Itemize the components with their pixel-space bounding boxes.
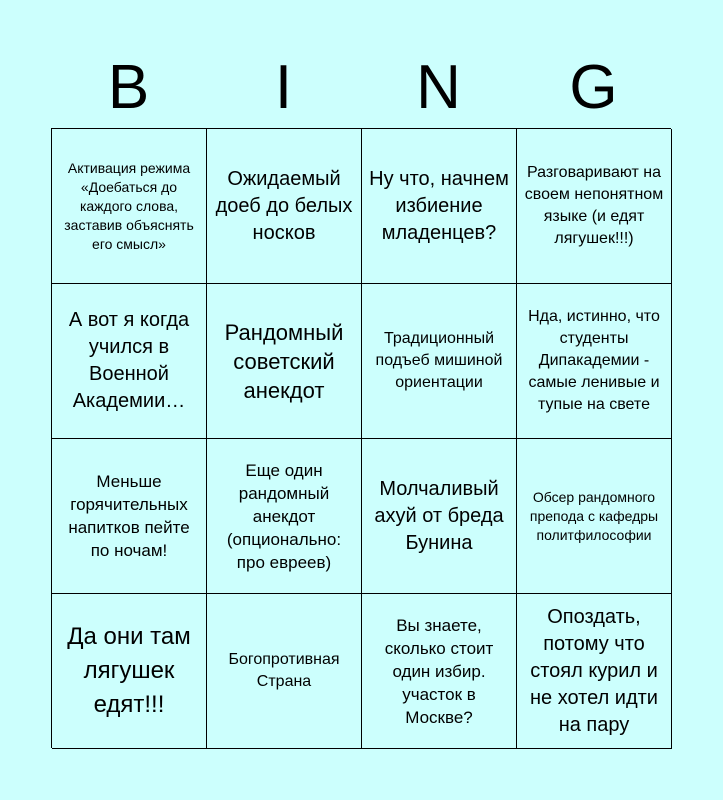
cell-text: Опоздать, потому что стоял курил и не хотел идти на пару <box>530 605 658 736</box>
cell-text: Богопротивная Страна <box>228 651 340 690</box>
bingo-cell-15[interactable] <box>362 594 517 749</box>
header-letter-i: I <box>274 53 293 122</box>
cell-text: Меньше горячительных напитков пейте по ночам! <box>68 472 190 560</box>
header-letter-n: N <box>416 53 461 122</box>
cell-text: А вот я когда учился в Военной Академии… <box>68 309 190 412</box>
bingo-cell-5[interactable] <box>52 284 207 439</box>
bingo-cell-2[interactable] <box>207 129 362 284</box>
bingo-cell-8[interactable] <box>517 284 672 439</box>
header-letter-g: G <box>569 53 618 122</box>
bingo-cell-12[interactable] <box>517 439 672 594</box>
cell-text: Активация режима «Доебаться до каждого слова, заставив объяснять его смысл» <box>64 159 194 252</box>
bingo-cell-7[interactable] <box>362 284 517 439</box>
bingo-cell-4[interactable] <box>517 129 672 284</box>
bingo-cell-14[interactable] <box>207 594 362 749</box>
cell-text: Ожидаемый доеб до белых носков <box>215 167 353 244</box>
cell-text: Вы знаете, сколько стоит один избир. участок в Москве? <box>384 615 494 727</box>
bingo-cell-10[interactable] <box>207 439 362 594</box>
cell-text: Рандомный советский анекдот <box>224 319 344 403</box>
bingo-cell-1[interactable] <box>52 129 207 284</box>
bingo-cell-3[interactable] <box>362 129 517 284</box>
cell-text: Нда, истинно, что студенты Дипакадемии - самые ленивые и тупые на свете <box>528 308 660 413</box>
header-letter-b: B <box>107 53 150 122</box>
cell-text: Обсер рандомного препода с кафедры политфилософии <box>529 488 659 543</box>
cell-text: Традиционный подъеб мишиной ориентации <box>375 330 503 391</box>
bingo-cell-11[interactable] <box>362 439 517 594</box>
cell-text: Ну что, начнем избиение младенцев? <box>369 167 509 244</box>
bingo-cell-16[interactable] <box>517 594 672 749</box>
bingo-cell-9[interactable] <box>52 439 207 594</box>
bingo-cell-6[interactable] <box>207 284 362 439</box>
bingo-cell-13[interactable] <box>52 594 207 749</box>
cell-text: Разговаривают на своем непонятном языке (и едят лягушек!!!) <box>524 164 664 247</box>
bingo-board <box>51 128 671 748</box>
cell-text: Еще один рандомный анекдот (опционально: про евреев) <box>226 460 342 572</box>
bingo-header <box>51 50 671 126</box>
cell-text: Да они там лягушек едят!!! <box>67 623 191 718</box>
cell-text: Молчаливый ахуй от бреда Бунина <box>374 477 504 554</box>
